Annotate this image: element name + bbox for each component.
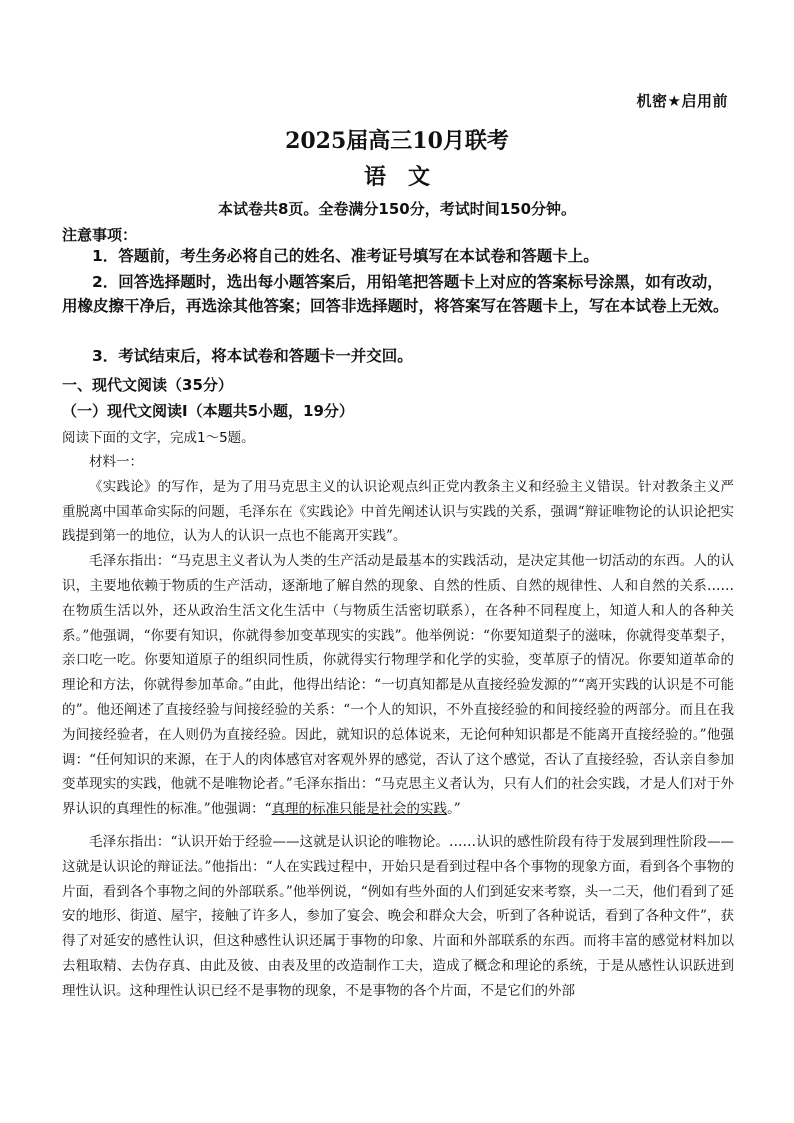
paragraph-2-text: 毛泽东指出：“马克思主义者认为人类的生产活动是最基本的实践活动，是决定其他一切活动的东西。人的认识，主要地依赖于物质的生产活动，逐渐地了解自然的现象、自然的性质、自然的规律性、人和自然的关系……在物质生活以外，还从政治生活文化生活中（与物质生活密切联系），在各种不同程度上，知道人和人的各种关系。”他强调，“你要有知识，你就得参加变革现实的实践”。他举例说：“你要知道梨子的滋味，你就得变革梨子，亲口吃一吃。你要知道原子的组织同性质，你就得实行物理学和化学的实验，变革原子的情况。你要知道革命的理论和方法，你就得参加革命。”由此，他得出结论：“一切真知都是从直接经验发源的”“离开实践的认识是不可能的”。他还阐述了直接经验与间接经验的关系：“一个人的知识，不外直接经验的和间接经验的两部分。而且在我为间接经验者，在人则仍为直接经验。因此，就知识的总体说来，无论何种知识都是不能离开直接经验的。”他强调：“任何知识的来源，在于人的肉体感官对客观外界的感觉，否认了这个感觉，否认了直接经验，否认亲自参加变革现实的实践，他就不是唯物论者。”毛泽东指出：“马克思主义者认为，只有人们的社会实践，才是人们对于外界认识的真理性的标准。”他强调： bbox=[62, 553, 734, 818]
passage-paragraph-1: 《实践论》的写作，是为了用马克思主义的认识论观点纠正党内教条主义和经验主义错误。针对教条主义严重脱离中国革命实际的问题，毛泽东在《实践论》中首先阐述认识与实践的关系，强调“辩证唯物论的认识论把实践提到第一的地位，认为人的认识一点也不能离开实践”。 bbox=[62, 478, 734, 545]
notice-rule-1 bbox=[62, 244, 734, 268]
reading-passage bbox=[62, 450, 734, 1004]
section-heading: 一、现代文阅读（35分） bbox=[62, 376, 233, 394]
confidential-label: 机密★启用前 bbox=[636, 92, 728, 110]
notice-rule-1-text: 1．答题前，考生务必将自己的姓名、准考证号填写在本试卷和答题卡上。 bbox=[92, 247, 599, 265]
exam-info: 本试卷共8页。全卷满分150分，考试时间150分钟。 bbox=[217, 200, 577, 218]
reading-instruction: 阅读下面的文字，完成1～5题。 bbox=[62, 430, 255, 446]
passage-paragraph-3: 毛泽东指出：“认识开始于经验——这就是认识论的唯物论。……认识的感性阶段有待于发展到理性阶段——这就是认识论的辩证法。”他指出：“人在实践过程中，开始只是看到过程中各个事物的现象方面，看到各个事物的片面，看到各个事物之间的外部联系。”他举例说，“例如有些外面的人们到延安来考察，头一二天，他们看到了延安的地形、街道、屋宇，接触了许多人，参加了宴会、晚会和群众大会，听到了各种说话，看到了各种文件”，获得了对延安的感性认识，但这种感性认识还属于事物的印象、片面和外部联系的东西。而将丰富的感觉材料加以去粗取精、去伪存真、由此及彼、由表及里的改造制作工夫，造成了概念和理论的系统，于是从感性认识跃进到理性认识。这种理性认识已经不是事物的现象，不是事物的各个片面，不是它们的外部 bbox=[62, 833, 734, 999]
notice-rule-3 bbox=[62, 344, 734, 368]
paragraph-2-end: 。” bbox=[447, 801, 461, 818]
exam-title: 2025届高三10月联考 bbox=[285, 128, 509, 154]
subject-title: 语文 bbox=[363, 165, 452, 190]
underlined-phrase: 真理的标准只能是社会的实践 bbox=[271, 801, 448, 818]
material-label: 材料一： bbox=[89, 454, 143, 470]
notice-rule-2 bbox=[62, 270, 734, 318]
quote-open: “ bbox=[264, 801, 272, 818]
passage-paragraph-2 bbox=[62, 549, 734, 822]
subsection-heading: （一）现代文阅读Ⅰ（本题共5小题，19分） bbox=[62, 402, 354, 420]
notice-title: 注意事项： bbox=[62, 226, 138, 244]
notice-rule-3-text: 3．考试结束后，将本试卷和答题卡一并交回。 bbox=[92, 347, 413, 365]
notice-rule-2-text: 2．回答选择题时，选出每小题答案后，用铅笔把答题卡上对应的答案标号涂黑，如有改动，用橡皮擦干净后，再选涂其他答案；回答非选择题时，将答案写在答题卡上，写在本试卷上无效。 bbox=[62, 273, 729, 315]
